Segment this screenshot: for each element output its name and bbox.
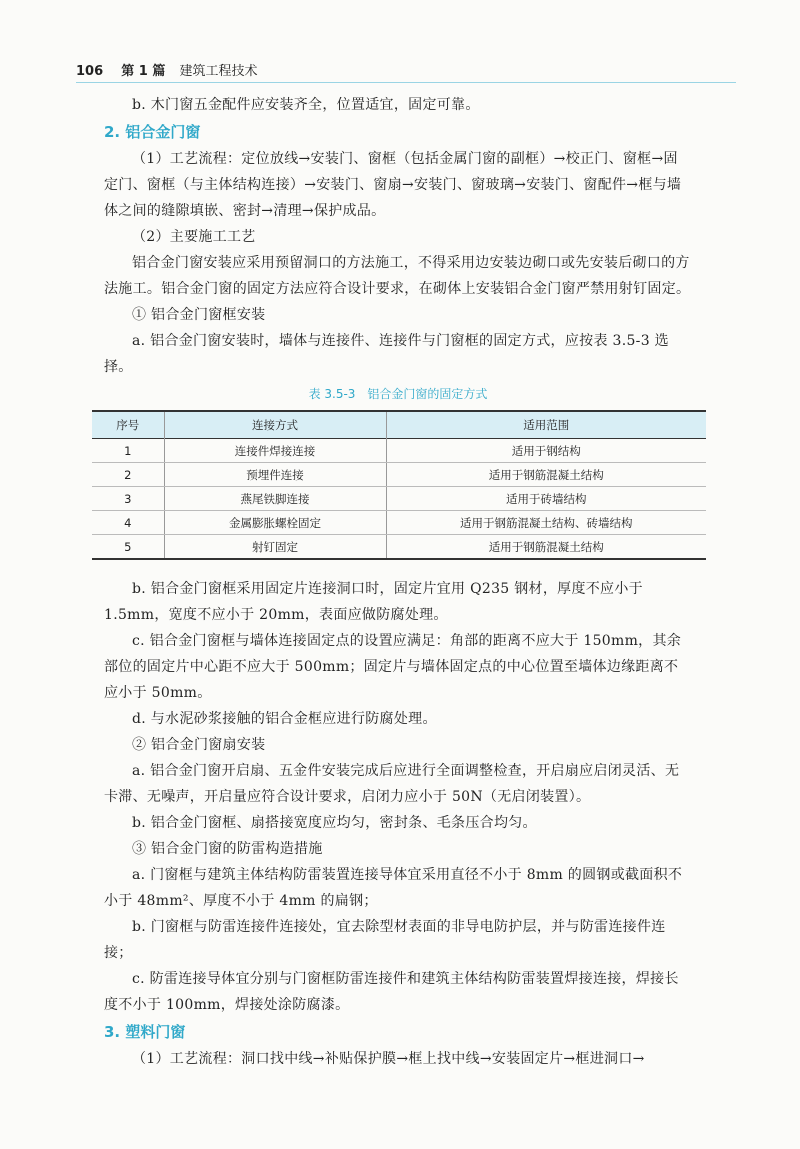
paragraph: ② 铝合金门窗扇安装	[132, 737, 266, 753]
paragraph: b. 铝合金门窗框、扇搭接宽度应均匀，密封条、毛条压合均匀。	[132, 815, 537, 831]
table-row	[92, 535, 706, 560]
cell-scope: 适用于砖墙结构	[386, 487, 706, 511]
paragraph: b. 门窗框与防雷连接件连接处，宜去除型材表面的非导电防护层，并与防雷连接件连接；	[104, 919, 666, 961]
cell-method: 预埋件连接	[164, 463, 386, 487]
paragraph: a. 铝合金门窗安装时，墙体与连接件、连接件与门窗框的固定方式，应按表 3.5-3 选择。	[104, 333, 669, 375]
cell-index: 5	[92, 535, 164, 560]
table-row	[92, 439, 706, 463]
text-before-table	[104, 92, 692, 380]
cell-method: 连接件焊接连接	[164, 439, 386, 463]
paragraph: ③ 铝合金门窗的防雷构造措施	[132, 841, 323, 857]
table-caption: 表 3.5-3 铝合金门窗的固定方式	[308, 387, 488, 401]
header-rule	[76, 82, 736, 83]
cell-index: 2	[92, 463, 164, 487]
section-heading: 3. 塑料门窗	[104, 1023, 186, 1041]
text-after-table	[104, 576, 692, 1072]
col-header-method: 连接方式	[164, 411, 386, 439]
page-header	[76, 60, 736, 79]
table-header-row	[92, 411, 706, 439]
col-header-scope: 适用范围	[386, 411, 706, 439]
paragraph: ① 铝合金门窗框安装	[132, 307, 266, 323]
section-heading: 2. 铝合金门窗	[104, 123, 201, 141]
cell-scope: 适用于钢筋混凝土结构	[386, 535, 706, 560]
table-row	[92, 511, 706, 535]
paragraph: c. 铝合金门窗框与墙体连接固定点的设置应满足：角部的距离不应大于 150mm，其余部位的固定片中心距不应大于 500mm；固定片与墙体固定点的中心位置至墙体边缘距离不应小于 50mm。	[104, 633, 682, 701]
paragraph: 铝合金门窗安装应采用预留洞口的方法施工，不得采用边安装边砌口或先安装后砌口的方法施工。铝合金门窗的固定方法应符合设计要求，在砌体上安装铝合金门窗严禁用射钉固定。	[104, 255, 691, 297]
page-number: 106	[76, 64, 104, 79]
part-label: 第 1 篇	[121, 64, 166, 79]
cell-index: 4	[92, 511, 164, 535]
cell-method: 射钉固定	[164, 535, 386, 560]
cell-method: 金属膨胀螺栓固定	[164, 511, 386, 535]
part-title: 建筑工程技术	[179, 64, 258, 79]
table-row	[92, 463, 706, 487]
paragraph: a. 铝合金门窗开启扇、五金件安装完成后应进行全面调整检查，开启扇应启闭灵活、无卡滞、无噪声，开启量应符合设计要求，启闭力应小于 50N（无启闭装置）。	[104, 763, 680, 805]
fixing-methods-table	[92, 410, 706, 560]
paragraph: b. 木门窗五金配件应安装齐全，位置适宜，固定可靠。	[132, 97, 480, 113]
cell-scope: 适用于钢结构	[386, 439, 706, 463]
paragraph: （2）主要施工工艺	[132, 229, 256, 245]
table-row	[92, 487, 706, 511]
cell-index: 1	[92, 439, 164, 463]
cell-scope: 适用于钢筋混凝土结构、砖墙结构	[386, 511, 706, 535]
cell-index: 3	[92, 487, 164, 511]
cell-scope: 适用于钢筋混凝土结构	[386, 463, 706, 487]
paragraph: （1）工艺流程：洞口找中线→补贴保护膜→框上找中线→安装固定片→框进洞口→	[132, 1051, 645, 1067]
paragraph: a. 门窗框与建筑主体结构防雷装置连接导体宜采用直径不小于 8mm 的圆钢或截面积不小于 48mm²、厚度不小于 4mm 的扁钢；	[104, 867, 683, 909]
col-header-index: 序号	[116, 418, 140, 432]
paragraph: （1）工艺流程：定位放线→安装门、窗框（包括金属门窗的副框）→校正门、窗框→固定门、窗框（与主体结构连接）→安装门、窗扇→安装门、窗玻璃→安装门、窗配件→框与墙体之间的缝隙填嵌、密封→清理→保护成品。	[104, 151, 682, 219]
paragraph: d. 与水泥砂浆接触的铝合金框应进行防腐处理。	[132, 711, 437, 727]
paragraph: c. 防雷连接导体宜分别与门窗框防雷连接件和建筑主体结构防雷装置焊接连接，焊接长度不小于 100mm，焊接处涂防腐漆。	[104, 971, 679, 1013]
page-body	[104, 92, 692, 1072]
cell-method: 燕尾铁脚连接	[164, 487, 386, 511]
paragraph: b. 铝合金门窗框采用固定片连接洞口时，固定片宜用 Q235 钢材，厚度不应小于 1.5mm，宽度不应小于 20mm，表面应做防腐处理。	[104, 581, 643, 623]
